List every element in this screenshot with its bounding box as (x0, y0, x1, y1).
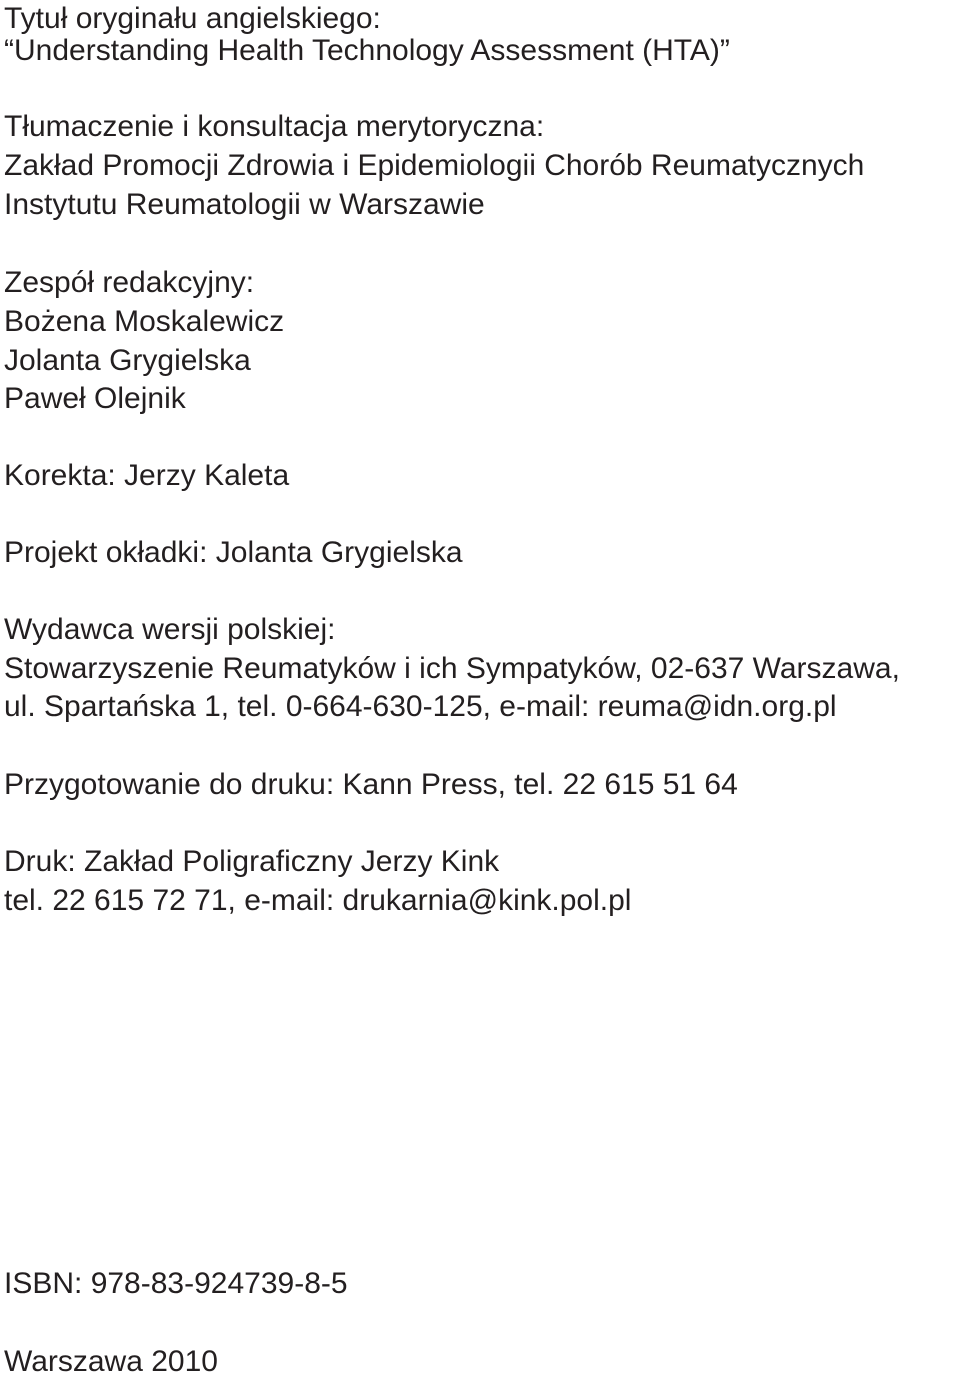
proofreading: Korekta: Jerzy Kaleta (4, 459, 290, 492)
translation-line-2: Instytutu Reumatologii w Warszawie (4, 188, 485, 221)
editorial-team-member: Jolanta Grygielska (4, 344, 251, 377)
isbn: ISBN: 978-83-924739-8-5 (4, 1267, 348, 1300)
cover-design: Projekt okładki: Jolanta Grygielska (4, 536, 463, 569)
publisher-line-2: ul. Spartańska 1, tel. 0-664-630-125, e-mail: reuma@idn.org.pl (4, 690, 837, 723)
original-title: “Understanding Health Technology Assessment (HTA)” (4, 34, 730, 67)
editorial-team-label: Zespół redakcyjny: (4, 266, 255, 299)
publisher-label: Wydawca wersji polskiej: (4, 613, 336, 646)
place-year: Warszawa 2010 (4, 1345, 218, 1378)
printing-line-1: Druk: Zakład Poligraficzny Jerzy Kink (4, 845, 500, 878)
printing-line-2: tel. 22 615 72 71, e-mail: drukarnia@kink.pol.pl (4, 884, 632, 917)
original-title-label: Tytuł oryginału angielskiego: (4, 2, 381, 35)
editorial-team-member: Paweł Olejnik (4, 382, 186, 415)
publisher-line-1: Stowarzyszenie Reumatyków i ich Sympatyków, 02-637 Warszawa, (4, 652, 900, 685)
prepress: Przygotowanie do druku: Kann Press, tel. 22 615 51 64 (4, 768, 738, 801)
editorial-team-member: Bożena Moskalewicz (4, 305, 285, 338)
translation-line-1: Zakład Promocji Zdrowia i Epidemiologii Chorób Reumatycznych (4, 149, 865, 182)
translation-label: Tłumaczenie i konsultacja merytoryczna: (4, 110, 545, 143)
